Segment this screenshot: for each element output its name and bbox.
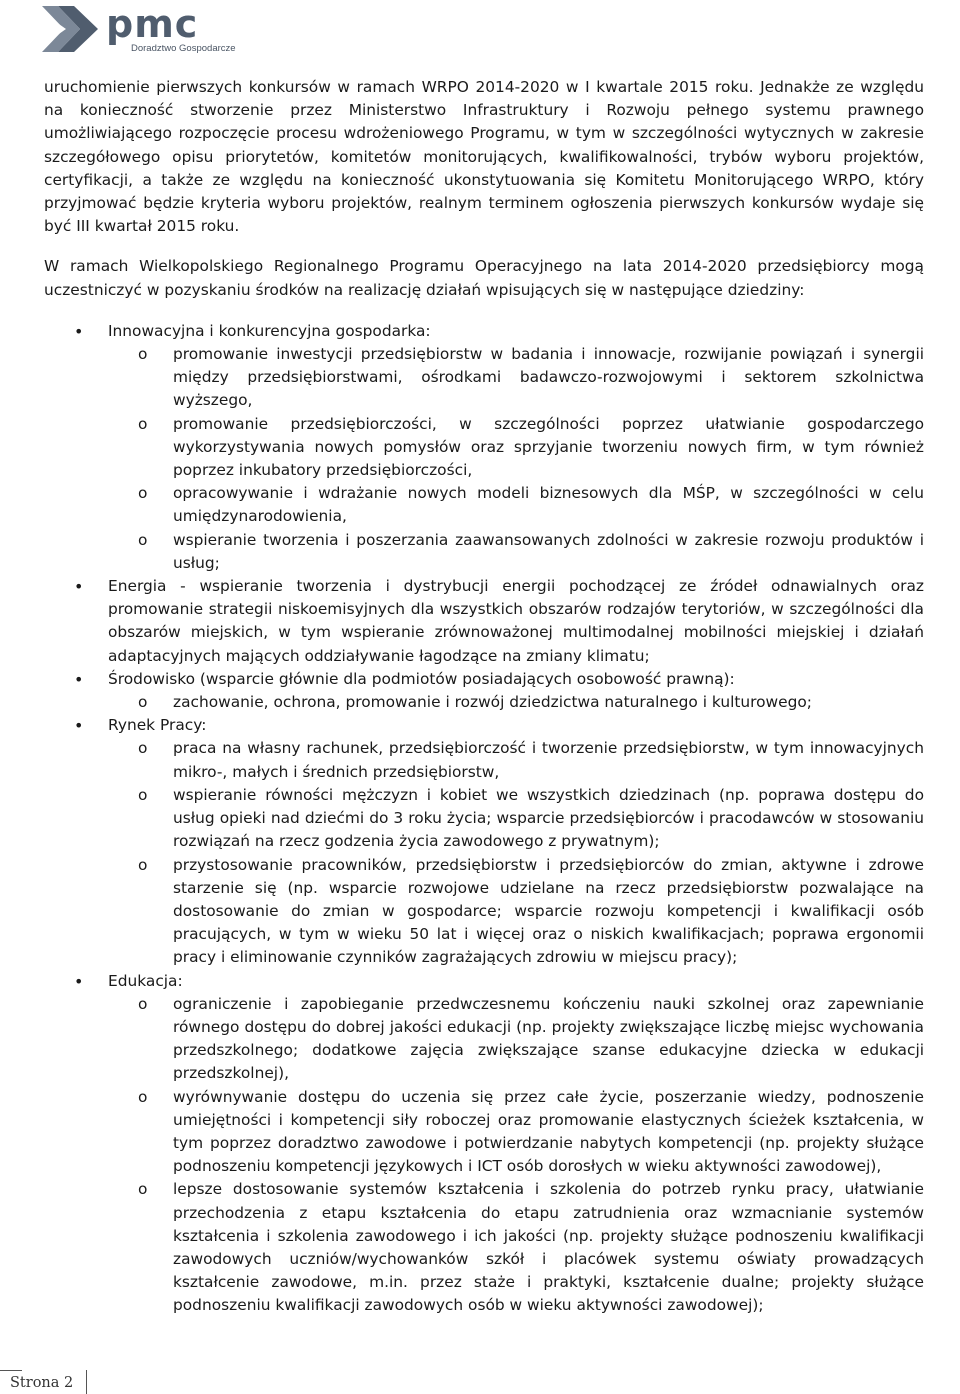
paragraph: uruchomienie pierwszych konkursów w ramach WRPO 2014-2020 w I kwartale 2015 roku. Jednakże ze względu na konieczność stworzenie przez Ministerstwo Infrastruktury i Rozwoju pełnego systemu prawnego umożliwiającego rozpoczęcie procesu wdrożeniowego Programu, w tym w szczególności wytycznych w zakresie szczegółowego opisu priorytetów, komitetów monitorujących, kwalifikowalności, trybów wyboru projektów, certyfikacji, a także ze względu na konieczność ukonstytuowania się Komitetu Monitorującego WRPO, który przyjmować będzie kryteria wyboru projektów, realnym terminem ogłoszenia pierwszych konkursów wydaje się być III kwartał 2015 roku. (44, 78, 924, 236)
paragraph: W ramach Wielkopolskiego Regionalnego Programu Operacyjnego na lata 2014-2020 przedsiębiorcy mogą uczestniczyć w pozyskaniu środków na realizację działań wpisujących się w następujące dziedziny: (44, 257, 924, 299)
sub-list-item: o zachowanie, ochrona, promowanie i rozwój dziedzictwa naturalnego i kulturowego; (108, 691, 924, 714)
sub-list-item: o promowanie przedsiębiorczości, w szczególności poprzez ułatwianie gospodarczego wykorzystywania nowych pomysłów oraz sprzyjanie tworzeniu nowych firm, w tym również poprzez inkubatory przedsiębiorczości, (108, 413, 924, 483)
sub-list (108, 343, 924, 575)
list-item (44, 970, 924, 1318)
list-item-title: • Energia - wspieranie tworzenia i dystrybucji energii pochodzącej ze źródeł odnawialnych oraz promowanie strategii niskoemisyjnych dla wszystkich obszarów rodzajów terytoriów, w szczególności dla obszarów miejskich, w tym wspieranie zrównoważonej multimodalnej mobilności miejskiej i działań adaptacyjnych mających oddziaływanie łagodzące na zmiany klimatu; (108, 577, 924, 665)
list-item-title: • Edukacja: (108, 971, 183, 990)
list-item (44, 320, 924, 575)
sub-list (108, 737, 924, 969)
list-item (44, 575, 924, 668)
sub-list-item: o wspieranie tworzenia i poszerzania zaawansowanych zdolności w zakresie rozwoju produktów i usług; (108, 529, 924, 575)
sub-list-item: o praca na własny rachunek, przedsiębiorczość i tworzenie przedsiębiorstw, w tym innowacyjnych mikro-, małych i średnich przedsiębiorstw, (108, 737, 924, 783)
sub-list-item: o ograniczenie i zapobieganie przedwczesnemu kończeniu nauki szkolnej oraz zapewnianie równego dostępu do dobrej jakości edukacji (np. projekty zwiększające liczbę miejsc wychowania przedszkolnego; dodatkowe zajęcia zwiększające szanse edukacyjne dziecka w edukacji przedszkolnej), (108, 993, 924, 1086)
sub-list-item: o przystosowanie pracowników, przedsiębiorstw i przedsiębiorców do zmian, aktywne i zdrowe starzenie się (np. wsparcie rozwojowe udzielane na rzecz przedsiębiorstw pozwalające na dostosowanie do zmian w gospodarce; wsparcie rozwoju kompetencji i kwalifikacji osób pracujących, w tym w wieku 50 lat i więcej oraz o niskich kwalifikacjach; poprawa ergonomii pracy i eliminowanie czynników zagrażających zdrowiu w miejscu pracy); (108, 854, 924, 970)
sub-list-item: o lepsze dostosowanie systemów kształcenia i szkolenia do potrzeb rynku pracy, ułatwianie przechodzenia z etapu kształcenia do etapu zatrudnienia oraz wzmacnianie systemów kształcenia i szkolenia zawodowego i ich jakości (np. projekty służące podnoszeniu kwalifikacji zawodowych uczniów/wychowanków szkół i placówek systemu oświaty prowadzących kształcenie zawodowe, m.in. przez staże i praktyki, kształcenie dualne; projekty służące podnoszeniu kwalifikacji zawodowych osób w wieku aktywności zawodowej); (108, 1178, 924, 1317)
sub-list-item: o promowanie inwestycji przedsiębiorstw w badania i innowacje, rozwijanie powiązań i synergii między przedsiębiorstwami, ośrodkami badawczo-rozwojowymi i sektorem szkolnictwa wyższego, (108, 343, 924, 413)
list-item (44, 668, 924, 714)
page-number: Strona 2 (10, 1375, 74, 1391)
footer-divider (0, 1370, 22, 1371)
logo-wordmark: pmc (106, 2, 199, 46)
footer-divider-vertical (86, 1370, 87, 1394)
pmc-logo-icon (40, 2, 102, 56)
list-item-title: • Środowisko (wsparcie głównie dla podmiotów posiadających osobowość prawną): (108, 669, 735, 688)
sub-list (108, 691, 924, 714)
list-item-title: • Rynek Pracy: (108, 716, 207, 735)
sub-list-item: o wyrównywanie dostępu do uczenia się przez całe życie, poszerzanie wiedzy, podnoszenie umiejętności i kompetencji siły roboczej oraz promowanie elastycznych ścieżek kształcenia, w tym poprzez doradztwo zawodowe i potwierdzanie nabytych kompetencji (np. projekty służące podnoszeniu kompetencji językowych i ICT osób dorosłych w wieku aktywności zawodowej), (108, 1086, 924, 1179)
sub-list (108, 993, 924, 1318)
logo-subtitle: Doradztwo Gospodarcze (131, 43, 236, 54)
sub-list-item: o opracowywanie i wdrażanie nowych modeli biznesowych dla MŚP, w szczególności w celu umiędzynarodowienia, (108, 482, 924, 528)
document-body (44, 76, 924, 1318)
header (40, 2, 340, 58)
list-item (44, 714, 924, 969)
domain-list (44, 320, 924, 1318)
list-item-title: • Innowacyjna i konkurencyjna gospodarka: (108, 321, 431, 340)
sub-list-item: o wspieranie równości mężczyzn i kobiet we wszystkich dziedzinach (np. poprawa dostępu do usług opieki nad dziećmi do 3 roku życia; wsparcie przedsiębiorców i pracodawców w stosowaniu rozwiązań na rzecz godzenia życia zawodowego z prywatnym); (108, 784, 924, 854)
